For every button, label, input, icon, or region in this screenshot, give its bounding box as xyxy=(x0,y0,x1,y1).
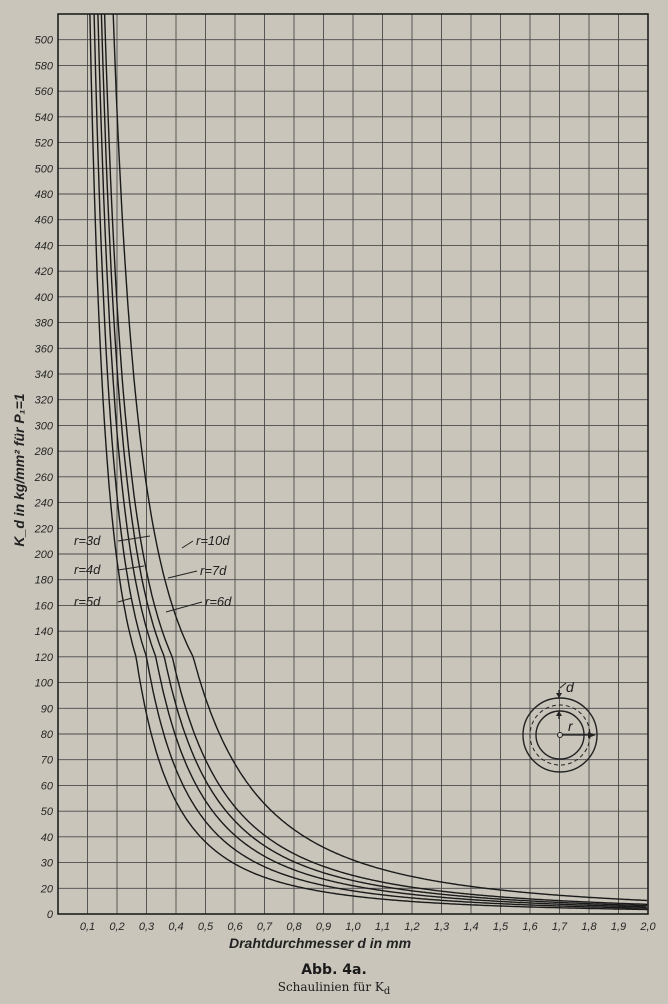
x-tick-label: 0,8 xyxy=(286,921,302,933)
y-tick-label: 60 xyxy=(40,780,53,793)
y-tick-label: 560 xyxy=(34,86,53,99)
y-tick-label: 90 xyxy=(40,703,53,716)
x-tick-label: 1,9 xyxy=(610,921,627,933)
y-tick-label: 160 xyxy=(34,600,53,613)
y-tick-label: 580 xyxy=(34,60,53,73)
x-tick-label: 1,0 xyxy=(345,921,361,933)
y-tick-label: 380 xyxy=(34,317,53,330)
x-tick-label: 1,6 xyxy=(522,921,538,933)
x-tick-label: 0,1 xyxy=(79,921,96,933)
y-tick-label: 320 xyxy=(34,394,53,407)
x-tick-label: 0,6 xyxy=(227,921,243,933)
y-tick-label: 300 xyxy=(34,420,53,433)
caption-subtitle-main: Schaulinien für K xyxy=(277,980,384,994)
inset-center xyxy=(558,733,563,738)
x-tick-label: 1,2 xyxy=(404,921,420,933)
series-label-4: r=7d xyxy=(200,563,227,578)
x-tick-label: 1,5 xyxy=(492,921,509,933)
series-label-0: r=3d xyxy=(74,533,101,548)
y-tick-label: 30 xyxy=(40,857,53,870)
x-tick-label: 2,0 xyxy=(640,921,656,933)
y-tick-label: 50 xyxy=(40,806,53,819)
y-tick-label: 40 xyxy=(40,831,53,844)
grid xyxy=(58,14,648,914)
y-tick-label: 240 xyxy=(34,497,53,510)
y-tick-label: 260 xyxy=(34,471,53,484)
y-tick-label: 460 xyxy=(34,214,53,227)
x-tick-label: 0,4 xyxy=(168,921,184,933)
y-tick-label: 480 xyxy=(34,189,53,201)
x-tick-label: 0,5 xyxy=(197,921,214,933)
y-axis-title: K_d in kg/mm² für P₁=1 xyxy=(11,393,27,547)
y-tick-label: 360 xyxy=(34,343,53,356)
x-tick-label: 0,9 xyxy=(315,921,332,933)
y-tick-label: 100 xyxy=(34,677,53,690)
x-tick-label: 0,3 xyxy=(138,921,155,933)
y-tick-label: 340 xyxy=(34,369,53,381)
x-axis-title: Drahtdurchmesser d in mm xyxy=(228,935,412,951)
inset-d-label: d xyxy=(566,679,574,695)
y-tick-label: 440 xyxy=(34,240,53,253)
y-tick-label: 200 xyxy=(34,549,53,561)
series-label-3: r=6d xyxy=(205,594,232,609)
y-tick-label: 500 xyxy=(34,163,53,176)
series-label-5: r=10d xyxy=(196,533,230,548)
y-tick-label: 80 xyxy=(40,729,53,741)
y-tick-label: 140 xyxy=(34,626,53,639)
y-tick-label: 280 xyxy=(34,446,53,459)
y-tick-label: 180 xyxy=(34,574,53,587)
y-tick-label: 500 xyxy=(34,34,53,47)
y-tick-label: 220 xyxy=(34,523,53,536)
y-tick-label: 400 xyxy=(34,291,53,304)
y-tick-label: 0 xyxy=(46,909,53,921)
x-tick-label: 1,7 xyxy=(551,921,568,933)
caption-title: Abb. 4a. xyxy=(301,962,367,978)
caption-subtitle-sub: d xyxy=(383,986,391,997)
y-tick-label: 540 xyxy=(34,111,53,124)
y-tick-label: 120 xyxy=(34,651,53,664)
x-tick-label: 0,7 xyxy=(256,921,273,933)
y-tick-label: 20 xyxy=(40,883,53,896)
inset-r-label: r xyxy=(568,718,573,734)
x-tick-label: 1,1 xyxy=(374,921,391,933)
series-label-2: r=5d xyxy=(74,594,101,609)
y-tick-label: 70 xyxy=(40,754,53,767)
y-tick-label: 420 xyxy=(34,266,53,279)
y-tick-label: 520 xyxy=(34,137,53,150)
x-tick-label: 1,8 xyxy=(581,921,597,933)
x-tick-label: 1,4 xyxy=(463,921,479,933)
x-tick-label: 0,2 xyxy=(109,921,125,933)
series-label-1: r=4d xyxy=(74,562,101,577)
x-tick-label: 1,3 xyxy=(433,921,450,933)
